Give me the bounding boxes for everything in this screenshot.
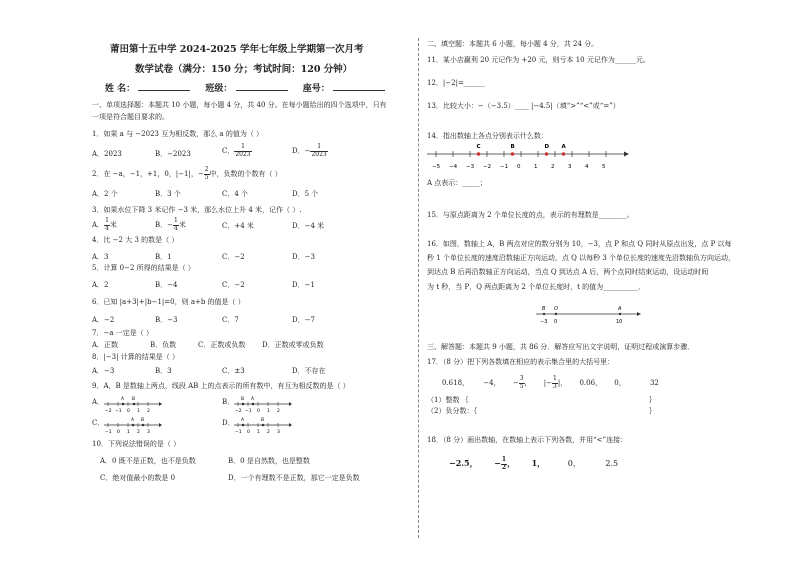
q7-option-a: A．正数 <box>92 341 119 349</box>
q8-option-c: C．±3 <box>222 367 245 375</box>
q7-option-c: C．正数或负数 <box>198 341 246 349</box>
q12: 12．|−2|=______ <box>427 79 485 87</box>
name-label: 姓 名： <box>105 84 136 94</box>
point-b-value: −3 <box>540 319 548 325</box>
fraction: $\frac{1}{2}$ <box>501 456 507 471</box>
class-label: 班级： <box>205 84 233 94</box>
svg-text:−1: −1 <box>245 409 252 414</box>
q3-option-c: C．+4 米 <box>222 222 254 230</box>
student-info-line <box>105 84 385 95</box>
svg-text:2: 2 <box>147 409 150 414</box>
q6-option-c: C．7 <box>222 316 239 324</box>
svg-text:B: B <box>261 418 265 423</box>
column-divider <box>418 38 419 538</box>
svg-text:−1: −1 <box>105 430 112 435</box>
q8-option-a: A．−3 <box>92 367 115 375</box>
tick-label: 1 <box>534 164 538 170</box>
q10-option-d: D．一个有理数不是正数，那它一定是负数 <box>228 474 360 482</box>
q14: 14．指出数轴上各点分别表示什么数： <box>427 132 548 140</box>
fraction: $\frac{1}{2023}$ <box>311 143 327 158</box>
q16-line1: 16．如图，数轴上 A，B 两点对应的数分别为 10，−3，点 P 和点 Q 同时从原点出发，点 P 以每 <box>427 240 732 248</box>
svg-text:A: A <box>131 418 135 423</box>
tick-label: 3 <box>568 164 572 170</box>
q3-option-b: B．− $\frac{1}{4}$ 米 <box>155 217 186 232</box>
q2-stem: 2．在 −a，−1，+1，0，|−1|，− $\frac{2}{5}$ 中，负数的个数有（ ） <box>92 166 282 181</box>
q2-option-b: B．3 个 <box>155 190 181 198</box>
section1-heading: 一、单项选择题：本题共 10 小题，每小题 4 分，共 40 分。在每小题给出的四个选项中，只有 <box>92 101 387 109</box>
q3-option-a: A． $\frac{1}{4}$ 米 <box>92 217 117 232</box>
seat-label: 座号： <box>302 84 330 94</box>
point-label: C <box>476 144 481 150</box>
q5-option-c: C．−2 <box>222 281 245 289</box>
q1-option-c: C． $\frac{1}{2023}$ <box>222 143 251 158</box>
exam-subtitle: 数学试卷（满分：150 分；考试时间：120 分钟） <box>135 64 353 75</box>
axis-arrow <box>624 152 629 157</box>
q1-option-a: A．2023 <box>92 150 122 158</box>
point-marker <box>545 152 549 156</box>
q17-numbers: 0.618， −4， − $\frac{3}{5}$ ， |− $\frac{1}{3}$ |， 0.06， 0， 32 <box>442 375 659 390</box>
q17-set-integers: （1）整数 ｛ <box>427 396 469 404</box>
q5-stem: 5．计算 0−2 所得的结果是（ ） <box>92 264 195 272</box>
point-marker <box>562 152 566 156</box>
svg-text:1: 1 <box>257 430 260 435</box>
q4-stem: 4．比 −2 大 3 的数是（ ） <box>92 236 179 244</box>
q9-option-d: D． <box>222 419 235 427</box>
tick-label: −3 <box>466 164 475 170</box>
q4-option-d: D．−3 <box>292 253 315 261</box>
section3-heading: 三、解答题：本题共 9 小题，共 86 分．解答应写出文字说明，证明过程或演算步骤． <box>427 343 695 351</box>
q9-number-line-b <box>232 395 292 417</box>
q2-option-a: A．2 个 <box>92 190 118 198</box>
point-label: A <box>561 144 566 150</box>
svg-text:3: 3 <box>147 430 150 435</box>
q5-option-a: A．2 <box>92 281 109 289</box>
section1-heading-cont: 一项是符合题目要求的。 <box>92 113 169 121</box>
q17-set-negative-fractions-close: ｝ <box>649 407 656 415</box>
svg-text:−2: −2 <box>105 409 112 414</box>
point-label: D <box>544 144 550 150</box>
q7-option-d: D．正数或零或负数 <box>262 341 324 349</box>
point-a-value: 10 <box>616 319 623 325</box>
q4-option-c: C．−2 <box>222 253 245 261</box>
seat-field[interactable] <box>333 90 385 91</box>
svg-text:0: 0 <box>247 430 250 435</box>
q9-stem: 9．A，B 是数轴上两点，线段 AB 上的点表示的所有数中，有互为相反数的是（ ） <box>92 382 350 390</box>
tick-label: −4 <box>449 164 458 170</box>
exam-title: 莆田第十五中学 2024-2025 学年七年级上学期第一次月考 <box>110 44 364 55</box>
tick-label: 0 <box>517 164 521 170</box>
q9-number-line-c <box>102 416 162 438</box>
q10-option-a: A．0 既不是正数，也不是负数 <box>100 457 196 465</box>
svg-text:A: A <box>121 397 125 402</box>
point-label: B <box>510 144 515 150</box>
q5-option-d: D．−1 <box>292 281 315 289</box>
q7-stem: 7．−a 一定是（ ） <box>92 329 153 337</box>
q18: 18．（8 分）画出数轴，在数轴上表示下列各数，并用“<”连接： <box>427 436 628 444</box>
q5-option-b: B．−4 <box>155 281 178 289</box>
tick-label: 2 <box>551 164 555 170</box>
q16-number-line <box>534 302 644 328</box>
fraction: $\frac{1}{4}$ <box>174 217 178 232</box>
q16-line3: 到达点 B 后再沿数轴正方向运动，当点 Q 到达点 A 后，两个点同时结束运动，设运动时间 <box>427 268 709 276</box>
q16-line4: 为 t 秒，当 P，Q 两点距离为 2 个单位长度时，t 的值为__________． <box>427 283 646 291</box>
q18-numbers: −2.5， − $\frac{1}{2}$ ， 1， 0， 2.5 <box>449 456 619 471</box>
q10-stem: 10．下列说法错误的是（ ） <box>92 440 181 448</box>
q4-option-b: B．1 <box>155 253 172 261</box>
fraction: $\frac{1}{4}$ <box>105 217 109 232</box>
fraction: $\frac{1}{2023}$ <box>235 143 251 158</box>
svg-text:1: 1 <box>267 409 270 414</box>
q13: 13．比较大小：−（−3.5）____ |−4.5|（填“>”“<”或“=”） <box>427 102 620 110</box>
q1-stem: 1．如果 a 与 −2023 互为相反数，那么 a 的值为（ ） <box>92 130 264 138</box>
q17-set-integers-close: ｝ <box>649 396 656 404</box>
q9-number-line-d <box>232 416 292 438</box>
point-b-label: B <box>542 306 546 312</box>
q7-option-b: B．负数 <box>150 341 177 349</box>
class-field[interactable] <box>236 90 288 91</box>
right-column <box>424 0 794 562</box>
q10-option-c: C．绝对值最小的数是 0 <box>100 474 176 482</box>
svg-text:B: B <box>241 397 245 402</box>
fraction: $\frac{3}{5}$ <box>519 375 524 390</box>
point-a-label: A <box>618 306 622 312</box>
q3-stem: 3．如果水位下降 3 米记作 −3 米，那么水位上升 4 米，记作（ ）. <box>92 206 302 214</box>
q3-option-d: D．−4 米 <box>292 222 325 230</box>
q11: 11．某小店赢利 20 元记作为 +20 元，则亏本 10 元记作为______元。 <box>427 56 650 64</box>
q6-stem: 6．已知 |a+3|+|b−1|=0，则 a+b 的值是（ ） <box>92 298 245 306</box>
q8-option-d: D．不存在 <box>292 367 326 375</box>
q9-number-line-a <box>102 395 162 417</box>
q2-option-d: D．5 个 <box>292 190 319 198</box>
q1-option-b: B．−2023 <box>155 150 191 158</box>
tick-label: −5 <box>432 164 441 170</box>
svg-text:2: 2 <box>267 430 270 435</box>
svg-text:1: 1 <box>127 430 130 435</box>
svg-text:B: B <box>132 397 136 402</box>
q14-answer: A 点表示：_____； <box>427 179 487 187</box>
tick-label: −1 <box>500 164 509 170</box>
svg-text:0: 0 <box>117 430 120 435</box>
q4-option-a: A．3 <box>92 253 109 261</box>
q9-option-b: B． <box>222 398 235 406</box>
svg-text:2: 2 <box>277 409 280 414</box>
q17-set-negative-fractions: （2）负分数：｛ <box>427 407 477 415</box>
q16-line2: 秒 1 个单位长度的速度沿数轴正方向运动，点 Q 以每秒 3 个单位长度的速度先沿数轴负方向运动， <box>427 254 735 262</box>
svg-text:B: B <box>141 418 145 423</box>
svg-text:2: 2 <box>137 430 140 435</box>
q8-stem: 8．|−3| 计算的结果是（ ） <box>92 353 179 361</box>
q2-option-c: C．4 个 <box>222 190 249 198</box>
q8-option-b: B．3 <box>155 367 172 375</box>
svg-text:3: 3 <box>277 430 280 435</box>
section2-heading: 二、填空题：本题共 6 小题，每小题 4 分，共 24 分。 <box>427 40 599 48</box>
fraction: $\frac{2}{5}$ <box>204 166 209 181</box>
svg-text:0: 0 <box>127 409 130 414</box>
point-o-value: 0 <box>554 319 558 325</box>
point-marker <box>477 152 481 156</box>
q14-number-line <box>424 140 634 176</box>
point-marker <box>511 152 515 156</box>
name-field[interactable] <box>138 90 190 91</box>
svg-text:−1: −1 <box>115 409 122 414</box>
svg-text:1: 1 <box>137 409 140 414</box>
fraction: $\frac{1}{3}$ <box>553 375 557 390</box>
svg-text:A: A <box>241 418 245 423</box>
tick-label: 4 <box>585 164 589 170</box>
tick-label: −2 <box>483 164 492 170</box>
q9-option-a: A． <box>92 398 105 406</box>
svg-text:0: 0 <box>257 409 260 414</box>
q9-option-c: C． <box>92 419 105 427</box>
svg-text:−1: −1 <box>235 430 242 435</box>
tick-label: 5 <box>602 164 606 170</box>
q1-option-d: D．− $\frac{1}{2023}$ <box>292 143 327 158</box>
q6-option-d: D．−7 <box>292 316 315 324</box>
q17: 17．（8 分）把下列各数填在相应的表示集合里的大括号里： <box>427 358 615 366</box>
q6-option-b: B．−3 <box>155 316 178 324</box>
point-o-label: O <box>554 306 558 312</box>
svg-text:A: A <box>251 397 255 402</box>
svg-text:−2: −2 <box>235 409 242 414</box>
q15: 15．与原点距离为 2 个单位长度的点，表示的有理数是________。 <box>427 211 634 219</box>
q6-option-a: A．−2 <box>92 316 115 324</box>
q10-option-b: B．0 是自然数，也是整数 <box>228 457 310 465</box>
